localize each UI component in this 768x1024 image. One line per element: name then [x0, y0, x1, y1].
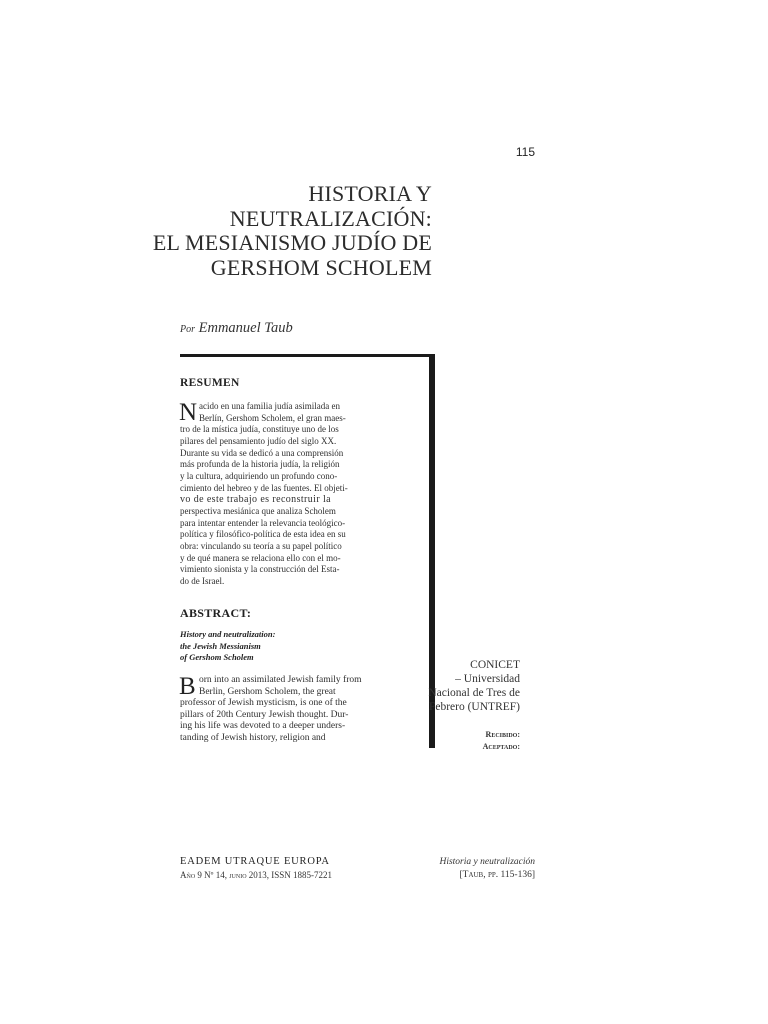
title-line: GERSHOM SCHOLEM: [210, 254, 432, 280]
affiliation-line: Febrero (UNTREF): [428, 701, 520, 713]
subtitle-line: of Gershom Scholem: [180, 652, 254, 662]
submission-dates: [483, 729, 520, 753]
resumen-line: para intentar entender la relevancia teológico-: [180, 517, 346, 528]
resumen-line: tro de la mística judía, constituye uno de los: [180, 424, 339, 435]
abstract-body: [179, 673, 362, 744]
dropcap: B: [179, 673, 196, 700]
resumen-line: y la cultura, adquiriendo un profundo cono-: [180, 470, 338, 481]
resumen-line: y de qué manera se relaciona ello con el mo-: [180, 552, 341, 563]
title-line: HISTORIA Y: [308, 181, 432, 206]
resumen-line: Durante su vida se dedicó a una comprensión: [180, 447, 344, 458]
resumen-line: vo de este trabajo es reconstruir la: [180, 494, 332, 506]
abstract-line: pillars of 20th Century Jewish thought. Dur-: [180, 709, 349, 720]
top-rule: [180, 354, 435, 357]
byline-prefix: Por: [180, 324, 195, 335]
resumen-line: cimiento del hebreo y de las fuentes. El objeti-: [180, 482, 348, 493]
journal-name: EADEM UTRAQUE EUROPA: [180, 856, 330, 867]
abstract-line: professor of Jewish mysticism, is one of the: [180, 698, 347, 708]
journal-issue: Año 9 Nº 14, junio 2013, ISSN 1885-7221: [180, 870, 333, 880]
dropcap: N: [179, 399, 198, 426]
abstract-line: Berlin, Gershom Scholem, the great: [199, 686, 336, 697]
abstract-line: ing his life was devoted to a deeper unders-: [180, 721, 346, 731]
running-title: Historia y neutralización: [439, 857, 535, 867]
abstract-line: B orn into an assimilated Jewish family from: [179, 673, 362, 700]
resumen-line: Berlín, Gershom Scholem, el gran maes-: [199, 412, 346, 423]
abstract-heading: ABSTRACT:: [180, 606, 252, 620]
title-line: EL MESIANISMO JUDÍO DE: [152, 230, 432, 255]
resumen-line: do de Israel.: [180, 575, 225, 586]
author-name: Emmanuel Taub: [198, 320, 293, 336]
resumen-line: pilares del pensamiento judío del siglo XX.: [180, 435, 337, 446]
article-title: [153, 182, 432, 280]
affiliation-line: Nacional de Tres de: [428, 687, 520, 699]
running-pages: [Taub, pp. 115-136]: [459, 870, 535, 880]
resumen-heading: RESUMEN: [180, 377, 240, 389]
abstract-line: tanding of Jewish history, religion and: [180, 732, 326, 743]
resumen-body: [180, 401, 350, 588]
subtitle-line: the Jewish Messianism: [180, 640, 261, 651]
affiliation-line: – Universidad: [455, 673, 520, 685]
received-label: Recibido:: [485, 730, 520, 739]
resumen-line: obra: vinculando su teoría a su papel político: [180, 540, 342, 551]
accepted-label: Aceptado:: [482, 742, 520, 751]
resumen-line: perspectiva mesiánica que analiza Scholem: [180, 505, 336, 516]
title-line: NEUTRALIZACIÓN:: [229, 205, 432, 231]
resumen-line: N acido en una familia judía asimilada en: [179, 399, 340, 426]
author-affiliation: [428, 658, 520, 714]
page-number: 115: [515, 145, 535, 159]
resumen-line: más profunda de la historia judía, la religión: [180, 459, 340, 470]
resumen-line: vimiento sionista y la construcción del Esta-: [180, 564, 340, 575]
byline: [180, 320, 293, 337]
subtitle-line: History and neutralization:: [180, 629, 276, 639]
resumen-line: política y filosófico-política de esta idea en su: [180, 529, 346, 540]
affiliation-line: CONICET: [470, 659, 520, 671]
abstract-subtitle: [180, 629, 275, 664]
